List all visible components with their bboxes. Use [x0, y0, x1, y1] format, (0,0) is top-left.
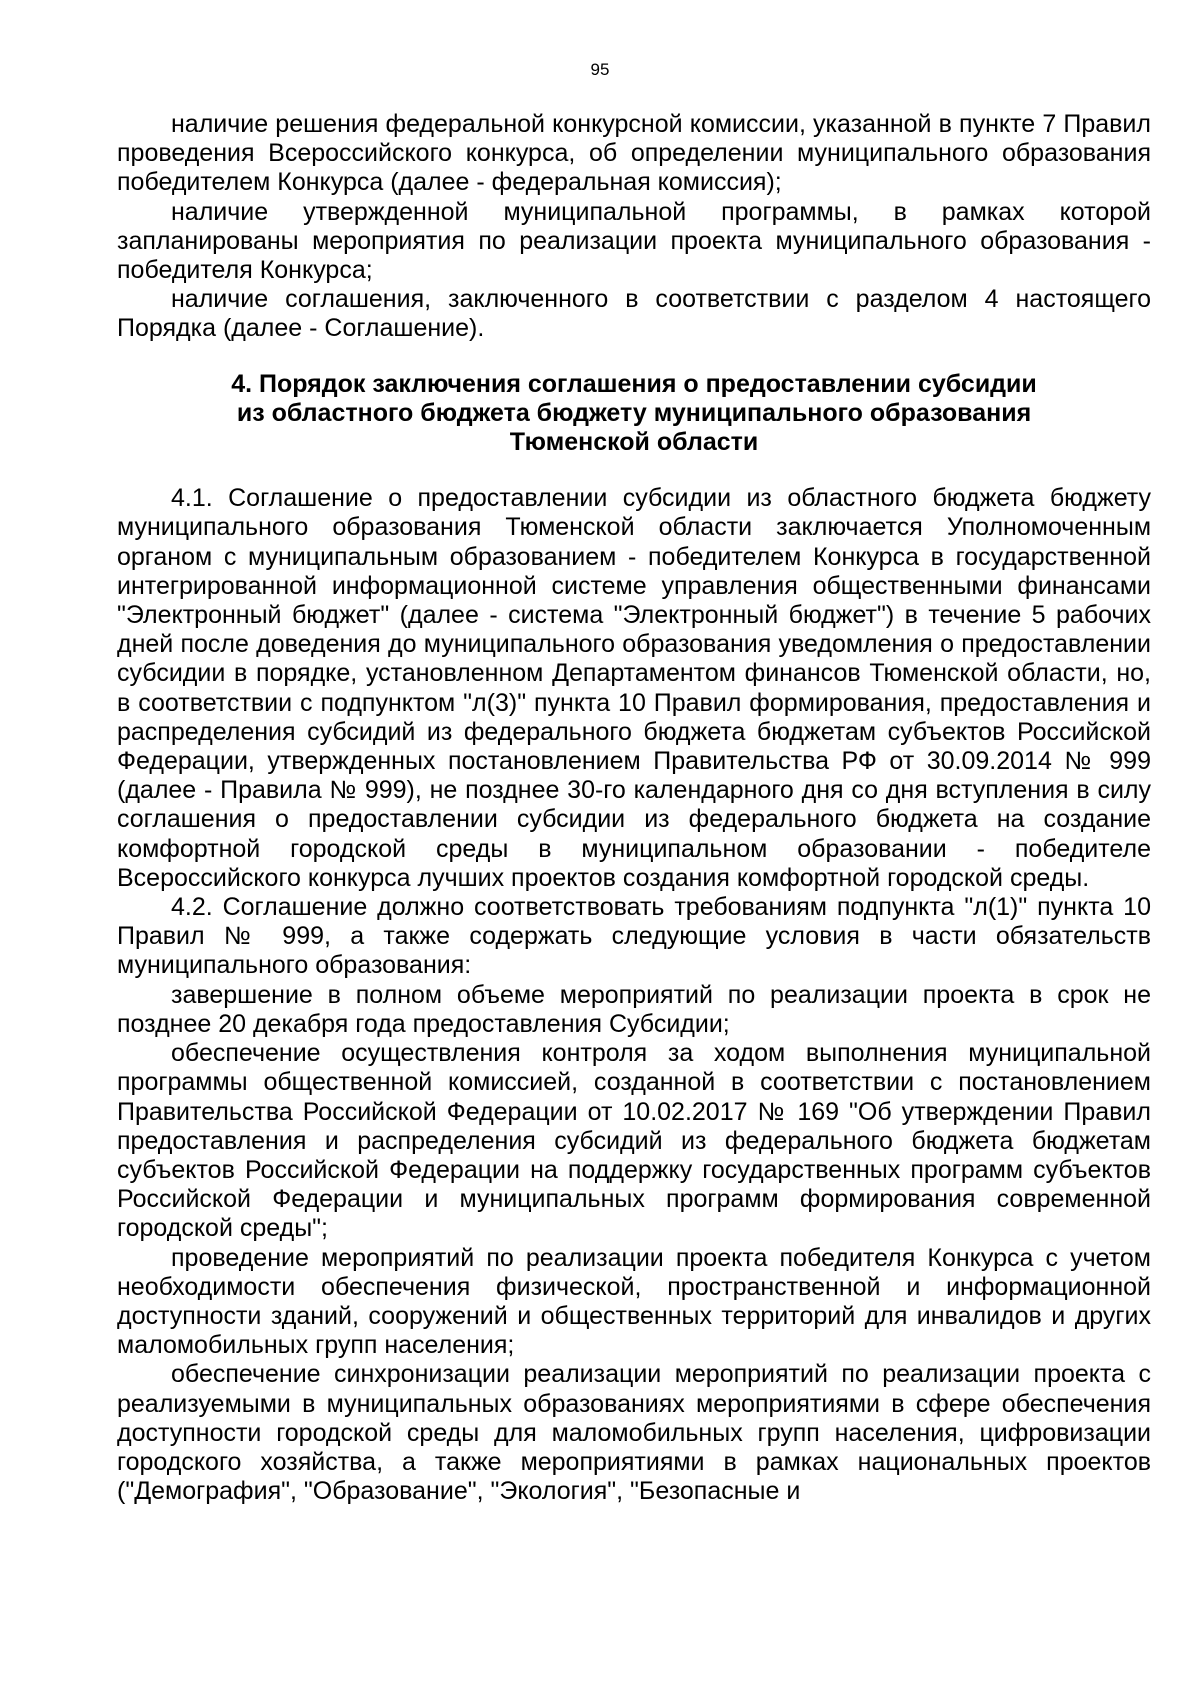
section-heading [117, 370, 1151, 458]
paragraph: 4.1. Соглашение о предоставлении субсидии из областного бюджета бюджету муниципального образования Тюменской области заключается Уполномоченным органом с муниципальным образованием - победителем Конкурса в государственной интегрированной информационной системе управления общественными финансами "Электронный бюджет" (далее - система "Электронный бюджет") в течение 5 рабочих дней после доведения до муниципального образования уведомления о предоставлении субсидии в порядке, установленном Департаментом финансов Тюменской области, но, в соответствии с подпунктом "л(3)" пункта 10 Правил формирования, предоставления и распределения субсидий из федерального бюджета бюджетам субъектов Российской Федерации, утвержденных постановлением Правительства РФ от 30.09.2014 № 999 (далее - Правила № 999), не позднее 30-го календарного дня со дня вступления в силу соглашения о предоставлении субсидии из федерального бюджета на создание комфортной городской среды в муниципальном образовании - победителе Всероссийского конкурса лучших проектов создания комфортной городской среды. [117, 484, 1151, 892]
paragraph: завершение в полном объеме мероприятий по реализации проекта в срок не позднее 20 декабря года предоставления Субсидии; [117, 980, 1151, 1038]
paragraph: наличие соглашения, заключенного в соответствии с разделом 4 настоящего Порядка (далее - Соглашение). [117, 285, 1151, 343]
section-heading-line: из областного бюджета бюджету муниципального образования [236, 398, 1032, 427]
section-heading-line: Тюменской области [509, 428, 759, 457]
paragraph: обеспечение синхронизации реализации мероприятий по реализации проекта с реализуемыми в муниципальных образованиях мероприятиями в сфере обеспечения доступности городской среды для маломобильных групп населения, цифровизации городского хозяйства, а также мероприятиями в рамках национальных проектов ("Демография", "Образование", "Экология", "Безопасные и [117, 1360, 1151, 1506]
paragraph: обеспечение осуществления контроля за ходом выполнения муниципальной программы общественной комиссией, созданной в соответствии с постановлением Правительства Российской Федерации от 10.02.2017 № 169 "Об утверждении Правил предоставления и распределения субсидий из федерального бюджета бюджетам субъектов Российской Федерации на поддержку государственных программ субъектов Российской Федерации и муниципальных программ формирования современной городской среды"; [117, 1039, 1151, 1243]
paragraph: 4.2. Соглашение должно соответствовать требованиям подпункта "л(1)" пункта 10 Правил № 999, а также содержать следующие условия в части обязательств муниципального образования: [117, 893, 1151, 980]
page-number: 95 [590, 60, 610, 79]
section-heading-line: 4. Порядок заключения соглашения о предоставлении субсидии [231, 369, 1037, 398]
document-body [117, 110, 1151, 1506]
paragraph: наличие утвержденной муниципальной программы, в рамках которой запланированы мероприятия по реализации проекта муниципального образования - победителя Конкурса; [117, 197, 1151, 285]
paragraph: наличие решения федеральной конкурсной комиссии, указанной в пункте 7 Правил проведения Всероссийского конкурса, об определении муниципального образования победителем Конкурса (далее - федеральная комиссия); [117, 110, 1151, 197]
paragraph: проведение мероприятий по реализации проекта победителя Конкурса с учетом необходимости обеспечения физической, пространственной и информационной доступности зданий, сооружений и общественных территорий для инвалидов и других маломобильных групп населения; [117, 1243, 1151, 1360]
